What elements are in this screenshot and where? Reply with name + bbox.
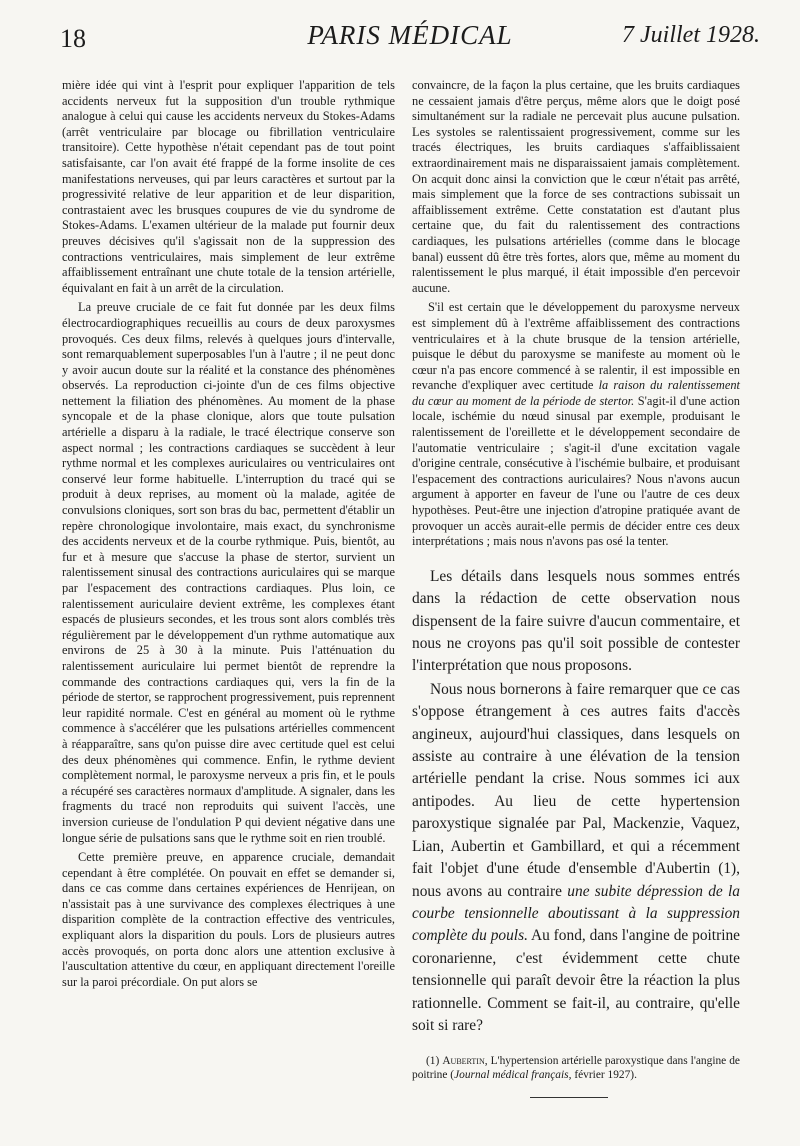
paragraph: convaincre, de la façon la plus certaine, que les bruits cardiaques ne cessaient jamais d'être perçus, même alors que le doigt posé simultanément sur la radiale ne percevait plus aucune pulsation. Les systoles se ralentissaient progressivement, comme sur les tracés électriques, les bruits cardiaques s'affaiblissaient extraordinairement mais ne disparaissaient jamais complètement. On acquit donc ainsi la conviction que le cœur n'était pas arrêté, mais simplement que la force de ses contractions subissait un affaiblissement extrême. Cette constatation est d'autant plus certaine que, du fait du ralentissement des contractions cardiaques, les pulsations artérielles (comme dans le blocage banal) eussent dû être très fortes, alors que, même au moment du ralentissement le plus marqué, il était impossible d'en percevoir aucune. [412, 78, 740, 295]
page-header [60, 20, 760, 60]
italic-text: la raison du ralentissement du cœur au moment de la période de stertor. [412, 378, 740, 408]
text-run: Au fond, dans l'angine de poitrine coronarienne, c'est évidemment cette chute tensionnelle qui paraît devoir être la réaction la plus rationnelle. Comment se fait-il, au contraire, qu'elle soit si rare? [412, 927, 740, 1034]
paragraph: mière idée qui vint à l'esprit pour expliquer l'apparition de tels accidents nerveux fut la supposition d'un trouble rythmique analogue à celui qui cause les accidents nerveux du Stokes-Adams (arrêt ventriculaire par blocage ou fibrillation ventriculaire transitoire). Cette hypothèse n'était cependant pas de tout point satisfaisante, car l'on avait été frappé de la forme insolite de ces manifestations nerveuses, qui par leurs caractères et surtout par la progressivité relative de leur apparition et de leur disparition, contrastaient avec les brusques coupures de vie du syndrome de Stokes-Adams. L'examen ultérieur de la malade put fournir deux preuves décisives qu'il s'agissait non de la suppression des contractions ventriculaires, mais simplement de leur extrême affaiblissement entraînant une chute totale de la tension artérielle, équivalant en fait à un arrêt de la circulation. [62, 78, 395, 295]
text-run: L'hypertension artérielle paroxystique dans l'angine de poitrine ( [412, 1055, 740, 1082]
left-column [62, 78, 395, 990]
footnote-text [412, 1055, 740, 1083]
paragraph: Les détails dans lesquels nous sommes entrés dans la rédaction de cette observation nous dispensent de la faire suivre d'aucun commentaire, et nous ne croyons pas qu'il soit possible de contester l'interprétation que nous proposons. [412, 567, 740, 675]
paragraph [412, 679, 740, 1038]
footnote-author: Aubertin, [442, 1055, 488, 1068]
page-number: 18 [60, 24, 86, 53]
text-run: S'agit-il d'une action locale, ischémie du nœud sinusal par exemple, produisant le ralentissement de l'oreillette et le développement secondaire de l'automatie ventriculaire ; s'agit-il d'une excitation vagale d'origine centrale, consécutive à l'ischémie bulbaire, et produisant l'espacement des contractions auriculaires? Nous n'avons aucun argument à apporter en faveur de l'une ou l'autre de ces deux hypothèses. Peut-être une injection d'atropine pratiquée avant de provoquer un accès aurait-elle permis de décider entre ces deux interprétations ; mais nous n'avons pas osé la tenter. [412, 393, 740, 549]
paragraph [412, 300, 740, 550]
paragraph: Cette première preuve, en apparence cruciale, demandait cependant à être complétée. On pouvait en effet se demander si, dans ce cas comme dans certaines expériences de Henrijean, on n'assistait pas à une survivance des complexes électriques à une disparition complète de la contraction effective des ventricules, expliquant alors la disparition du pouls. Lors de plusieurs autres accès provoqués, on porta donc alors une attention exclusive à l'auscultation attentive du cœur, en appliquant directement l'oreille sur la paroi précordiale. On put alors se [62, 850, 395, 989]
paragraph: La preuve cruciale de ce fait fut donnée par les deux films électrocardiographiques recueillis au cours de deux paroxysmes provoqués. Ces deux films, relevés à quelques jours d'intervalle, sont remarquablement superposables l'un à l'autre ; il ne peut donc y avoir aucun doute sur la réalité et la constance des phénomènes observés. La reproduction ci-jointe d'un de ces films objective nettement la filiation des phénomènes. Au moment de la phase syncopale et de la phase clonique, alors que toute pulsation artérielle a disparu à la radiale, le tracé électrique conserve son aspect normal ; les contractions cardiaques se succèdent à leur rythme normal et les complexes auriculaires ou ventriculaires ont conservé leur forme habituelle. L'interruption du tracé qui se produit à deux reprises, au moment où la malade, agitée de convulsions cloniques, sort son bras du bac, permettent d'établir un repère chronologique involontaire, mais exact, du synchronisme des accidents nerveux et de la courbe rythmique. Puis, bientôt, au fur et à mesure que s'accuse la phase de stertor, survient un ralentissement sinusal des contractions auriculaires qui se marque par l'espacement des contractions cardiaques. Plus loin, ce ralentissement auriculaire devient extrême, les complexes étant espacés de plusieurs secondes, et les trous sont alors comblés très régulièrement par le développement d'un rythme automatique aux environs de 25 à 30 à la minute. Puis l'atténuation du ralentissement auriculaire lui permet bientôt de reprendre la commande des contractions cardiaques qui, vers la fin de la période de stertor, se rapprochent progressivement, puis reprennent leur rapidité normale. C'est en général au moment où le rythme commence à s'accélérer que les pulsations artérielles commencent à réapparaître, sans qu'on puisse dire avec certitude quel est celui des deux phénomènes qui commence. Enfin, le rythme devient complètement normal, le paroxysme nerveux a pris fin, et le pouls a récupéré ses caractères normaux d'amplitude. A signaler, dans les fragments du tracé non reproduits qui suivent l'accès, une inversion curieuse de l'ondulation P qui devient négative dans une longue série de pulsations sans que le rythme soit en rien troublé. [62, 300, 395, 845]
journal-title: PARIS MÉDICAL [307, 20, 513, 50]
right-column [412, 78, 740, 1098]
text-run: Nous nous bornerons à faire remarquer que ce cas s'oppose étrangement à ces autres faits d'accès angineux, aujourd'hui classiques, dans lesquels on assiste au contraire à une élévation de la tension artérielle pendant la crise. Nous sommes ici aux antipodes. Au lieu de cette hypertension paroxystique signalée par Pal, Mackenzie, Vaquez, Lian, Aubertin et Gambillard, et qui a récemment fait l'objet d'une étude d'ensemble d'Aubertin (1), nous avons au contraire [412, 680, 740, 900]
journal-name: Journal médical français, [454, 1069, 572, 1082]
footnote [412, 1055, 740, 1098]
italic-text: une subite dépression de la courbe tensionnelle aboutissant à la suppression complète du pouls. [412, 882, 740, 945]
text-run: février 1927). [574, 1069, 637, 1082]
conclusion-section [412, 566, 740, 1038]
issue-date: 7 Juillet 1928. [622, 22, 760, 48]
footnote-rule [530, 1097, 608, 1098]
footnote-number: (1) [426, 1055, 440, 1068]
text-run: S'il est certain que le développement du paroxysme nerveux est simplement dû à l'extrême affaiblissement des contractions ventriculaires et à la chute brusque de la tension artérielle, puisque le début du paroxysme se manifeste au moment où le cœur n'a pas encore commencé à se ralentir, il est impossible en revanche d'expliquer avec certitude [412, 300, 740, 393]
